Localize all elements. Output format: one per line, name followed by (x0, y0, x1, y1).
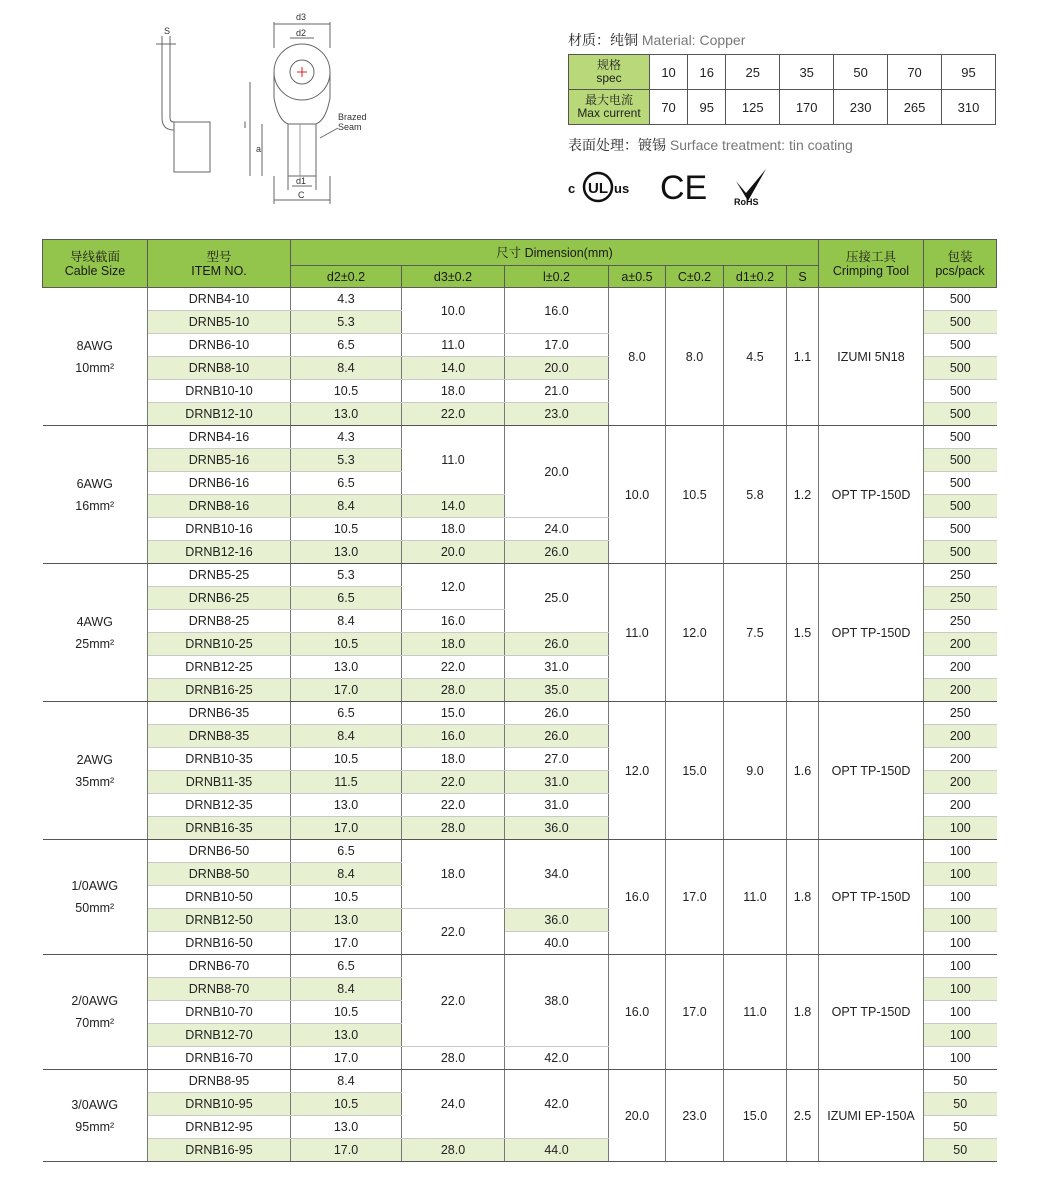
item-no: DRNB16-25 (148, 679, 291, 702)
s-value: 1.2 (787, 426, 819, 564)
item-no: DRNB6-16 (148, 472, 291, 495)
item-no: DRNB16-70 (148, 1047, 291, 1070)
label-seam: Seam (338, 122, 362, 132)
d2-value: 8.4 (291, 978, 402, 1001)
c-value: 15.0 (666, 702, 724, 840)
tool-value: OPT TP-150D (819, 840, 924, 955)
d2-value: 4.3 (291, 288, 402, 311)
d3-value: 12.0 (402, 564, 505, 610)
d2-value: 8.4 (291, 1070, 402, 1093)
item-no: DRNB12-50 (148, 909, 291, 932)
terminal-diagram (150, 8, 410, 208)
d2-value: 13.0 (291, 541, 402, 564)
pack-value: 100 (924, 955, 997, 978)
d2-value: 6.5 (291, 702, 402, 725)
d2-value: 10.5 (291, 748, 402, 771)
pack-value: 50 (924, 1139, 997, 1162)
header-dimension: 尺寸 Dimension(mm) (291, 240, 819, 266)
label-brazed: Brazed (338, 112, 367, 122)
d3-value: 14.0 (402, 495, 505, 518)
spec-value: 10 (650, 55, 688, 90)
item-no: DRNB12-25 (148, 656, 291, 679)
d2-value: 8.4 (291, 357, 402, 380)
item-no: DRNB10-10 (148, 380, 291, 403)
d2-value: 13.0 (291, 403, 402, 426)
treatment-line: 表面处理：镀锡 Surface treatment: tin coating (568, 137, 853, 153)
d3-value: 10.0 (402, 288, 505, 334)
pack-value: 100 (924, 1047, 997, 1070)
d3-value: 14.0 (402, 357, 505, 380)
l-value: 31.0 (505, 771, 609, 794)
item-no: DRNB6-25 (148, 587, 291, 610)
l-value: 27.0 (505, 748, 609, 771)
l-value: 42.0 (505, 1070, 609, 1139)
pack-value: 100 (924, 817, 997, 840)
header-item-no: 型号 ITEM NO. (148, 240, 291, 288)
a-value: 10.0 (609, 426, 666, 564)
pack-value: 200 (924, 725, 997, 748)
tool-value: IZUMI EP-150A (819, 1070, 924, 1162)
pack-value: 500 (924, 403, 997, 426)
l-value: 38.0 (505, 955, 609, 1047)
d2-value: 6.5 (291, 587, 402, 610)
d2-value: 4.3 (291, 426, 402, 449)
cable-awg: 2/0AWG (71, 994, 119, 1008)
item-no: DRNB8-16 (148, 495, 291, 518)
pack-value: 500 (924, 495, 997, 518)
table-row (43, 426, 997, 449)
label-d3: d3 (296, 12, 307, 22)
d2-value: 10.5 (291, 886, 402, 909)
d3-value: 22.0 (402, 955, 505, 1047)
d2-value: 17.0 (291, 932, 402, 955)
pack-value: 100 (924, 863, 997, 886)
l-value: 26.0 (505, 702, 609, 725)
label-s: S (164, 26, 171, 36)
d3-value: 15.0 (402, 702, 505, 725)
item-no: DRNB6-35 (148, 702, 291, 725)
l-value: 20.0 (505, 357, 609, 380)
a-value: 8.0 (609, 288, 666, 426)
item-no: DRNB5-16 (148, 449, 291, 472)
d1-value: 15.0 (724, 1070, 787, 1162)
spec-value: 50 (834, 55, 888, 90)
l-value: 24.0 (505, 518, 609, 541)
cable-mm: 25mm² (75, 636, 115, 651)
l-value: 31.0 (505, 794, 609, 817)
pack-value: 200 (924, 771, 997, 794)
d2-value: 17.0 (291, 1139, 402, 1162)
pack-value: 100 (924, 932, 997, 955)
max-current-value: 95 (688, 90, 726, 125)
s-value: 1.8 (787, 840, 819, 955)
d3-value: 22.0 (402, 771, 505, 794)
d2-value: 8.4 (291, 495, 402, 518)
cable-size (43, 955, 148, 1070)
label-c: C (298, 190, 305, 200)
l-value: 21.0 (505, 380, 609, 403)
l-value: 26.0 (505, 725, 609, 748)
c-value: 8.0 (666, 288, 724, 426)
max-current-value: 265 (888, 90, 942, 125)
cable-mm: 35mm² (75, 774, 115, 789)
d2-value: 13.0 (291, 656, 402, 679)
spec-value: 35 (780, 55, 834, 90)
spec-block (568, 30, 998, 211)
d2-value: 17.0 (291, 679, 402, 702)
d3-value: 28.0 (402, 817, 505, 840)
cable-size (43, 564, 148, 702)
d2-value: 6.5 (291, 955, 402, 978)
item-no: DRNB8-50 (148, 863, 291, 886)
d2-value: 13.0 (291, 909, 402, 932)
d3-value: 18.0 (402, 518, 505, 541)
item-no: DRNB10-35 (148, 748, 291, 771)
pack-value: 200 (924, 748, 997, 771)
pack-value: 500 (924, 357, 997, 380)
item-no: DRNB12-10 (148, 403, 291, 426)
item-no: DRNB16-35 (148, 817, 291, 840)
pack-value: 250 (924, 702, 997, 725)
pack-value: 100 (924, 840, 997, 863)
d1-value: 5.8 (724, 426, 787, 564)
cable-size (43, 840, 148, 955)
svg-text:UL: UL (588, 180, 608, 197)
table-row (43, 1070, 997, 1093)
l-value: 20.0 (505, 426, 609, 518)
spec-value: 70 (888, 55, 942, 90)
item-no: DRNB6-10 (148, 334, 291, 357)
d1-value: 7.5 (724, 564, 787, 702)
cable-mm: 70mm² (75, 1016, 115, 1030)
d2-value: 8.4 (291, 610, 402, 633)
d3-value: 18.0 (402, 840, 505, 909)
d3-value: 20.0 (402, 541, 505, 564)
d2-value: 6.5 (291, 472, 402, 495)
pack-value: 250 (924, 610, 997, 633)
cable-mm: 10mm² (75, 360, 115, 375)
header-crimping-tool: 压接工具 Crimping Tool (819, 240, 924, 288)
item-no: DRNB10-70 (148, 1001, 291, 1024)
label-l: l (244, 120, 246, 130)
pack-value: 500 (924, 449, 997, 472)
d2-value: 11.5 (291, 771, 402, 794)
a-value: 20.0 (609, 1070, 666, 1162)
l-value: 17.0 (505, 334, 609, 357)
d1-value: 11.0 (724, 955, 787, 1070)
pack-value: 500 (924, 311, 997, 334)
max-current-value: 230 (834, 90, 888, 125)
d3-value: 18.0 (402, 380, 505, 403)
d2-value: 10.5 (291, 518, 402, 541)
material-line: 材质：纯铜 Material: Copper (568, 32, 746, 48)
item-no: DRNB12-70 (148, 1024, 291, 1047)
item-no: DRNB16-50 (148, 932, 291, 955)
item-no: DRNB12-35 (148, 794, 291, 817)
d3-value: 28.0 (402, 1139, 505, 1162)
c-value: 10.5 (666, 426, 724, 564)
max-current-value: 125 (726, 90, 780, 125)
terminal-spec-table (42, 239, 997, 1162)
s-value: 2.5 (787, 1070, 819, 1162)
l-value: 26.0 (505, 633, 609, 656)
ul-logo-icon (568, 167, 638, 207)
table-row (43, 702, 997, 725)
max-current-value: 310 (942, 90, 996, 125)
label-d2: d2 (296, 28, 307, 38)
table-row (43, 955, 997, 978)
d3-value: 22.0 (402, 794, 505, 817)
pack-value: 500 (924, 334, 997, 357)
d2-value: 10.5 (291, 1093, 402, 1116)
item-no: DRNB10-50 (148, 886, 291, 909)
cable-mm: 16mm² (75, 498, 115, 513)
spec-value: 16 (688, 55, 726, 90)
cable-awg: 8AWG (76, 338, 113, 353)
tool-value: IZUMI 5N18 (819, 288, 924, 426)
d2-value: 6.5 (291, 334, 402, 357)
d3-value: 22.0 (402, 403, 505, 426)
svg-text:us: us (614, 181, 630, 196)
item-no: DRNB4-16 (148, 426, 291, 449)
l-value: 26.0 (505, 541, 609, 564)
a-value: 11.0 (609, 564, 666, 702)
cable-size (43, 702, 148, 840)
item-no: DRNB6-50 (148, 840, 291, 863)
rohs-check-icon (732, 167, 776, 207)
item-no: DRNB12-95 (148, 1116, 291, 1139)
item-no: DRNB16-95 (148, 1139, 291, 1162)
pack-value: 500 (924, 426, 997, 449)
cable-size (43, 288, 148, 426)
l-value: 34.0 (505, 840, 609, 909)
pack-value: 200 (924, 633, 997, 656)
d3-value: 11.0 (402, 426, 505, 495)
pack-value: 250 (924, 564, 997, 587)
cable-size (43, 1070, 148, 1162)
d2-value: 17.0 (291, 1047, 402, 1070)
item-no: DRNB11-35 (148, 771, 291, 794)
pack-value: 100 (924, 1024, 997, 1047)
item-no: DRNB8-10 (148, 357, 291, 380)
pack-value: 50 (924, 1070, 997, 1093)
svg-text:RoHS: RoHS (734, 197, 759, 207)
pack-value: 200 (924, 656, 997, 679)
item-no: DRNB8-35 (148, 725, 291, 748)
a-value: 16.0 (609, 955, 666, 1070)
d3-value: 28.0 (402, 1047, 505, 1070)
d1-value: 11.0 (724, 840, 787, 955)
d2-value: 10.5 (291, 633, 402, 656)
item-no: DRNB5-10 (148, 311, 291, 334)
d2-value: 5.3 (291, 564, 402, 587)
d2-value: 13.0 (291, 1024, 402, 1047)
l-value: 31.0 (505, 656, 609, 679)
cable-awg: 3/0AWG (71, 1097, 119, 1112)
header-sub-3: a±0.5 (609, 266, 666, 288)
a-value: 12.0 (609, 702, 666, 840)
spec-label: 规格 spec (569, 55, 650, 90)
tool-value: OPT TP-150D (819, 955, 924, 1070)
cable-mm: 95mm² (75, 1119, 115, 1134)
item-no: DRNB10-95 (148, 1093, 291, 1116)
pack-value: 500 (924, 380, 997, 403)
max-current-value: 170 (780, 90, 834, 125)
s-value: 1.8 (787, 955, 819, 1070)
d3-value: 16.0 (402, 725, 505, 748)
l-value: 23.0 (505, 403, 609, 426)
header-cable-size: 导线截面 Cable Size (43, 240, 148, 288)
l-value: 36.0 (505, 817, 609, 840)
l-value: 42.0 (505, 1047, 609, 1070)
item-no: DRNB5-25 (148, 564, 291, 587)
s-value: 1.5 (787, 564, 819, 702)
tool-value: OPT TP-150D (819, 702, 924, 840)
header-sub-4: C±0.2 (666, 266, 724, 288)
d1-value: 9.0 (724, 702, 787, 840)
item-no: DRNB8-70 (148, 978, 291, 1001)
item-no: DRNB6-70 (148, 955, 291, 978)
l-value: 16.0 (505, 288, 609, 334)
pack-value: 500 (924, 518, 997, 541)
pack-value: 50 (924, 1093, 997, 1116)
cable-awg: 2AWG (76, 752, 113, 767)
c-value: 12.0 (666, 564, 724, 702)
d2-value: 6.5 (291, 840, 402, 863)
d3-value: 22.0 (402, 909, 505, 955)
pack-value: 100 (924, 978, 997, 1001)
header-pack: 包装 pcs/pack (924, 240, 997, 288)
d3-value: 18.0 (402, 633, 505, 656)
a-value: 16.0 (609, 840, 666, 955)
d2-value: 5.3 (291, 311, 402, 334)
pack-value: 500 (924, 472, 997, 495)
pack-value: 100 (924, 909, 997, 932)
header-sub-1: d3±0.2 (402, 266, 505, 288)
tool-value: OPT TP-150D (819, 564, 924, 702)
header-sub-5: d1±0.2 (724, 266, 787, 288)
pack-value: 500 (924, 541, 997, 564)
d2-value: 17.0 (291, 817, 402, 840)
d2-value: 8.4 (291, 863, 402, 886)
pack-value: 200 (924, 794, 997, 817)
cable-awg: 4AWG (76, 614, 113, 629)
svg-text:CE: CE (660, 169, 708, 207)
l-value: 35.0 (505, 679, 609, 702)
item-no: DRNB8-25 (148, 610, 291, 633)
item-no: DRNB8-95 (148, 1070, 291, 1093)
d2-value: 10.5 (291, 380, 402, 403)
pack-value: 100 (924, 886, 997, 909)
s-value: 1.1 (787, 288, 819, 426)
d3-value: 11.0 (402, 334, 505, 357)
table-row (43, 288, 997, 311)
cable-mm: 50mm² (75, 901, 115, 915)
d3-value: 24.0 (402, 1070, 505, 1139)
spec-value: 95 (942, 55, 996, 90)
pack-value: 50 (924, 1116, 997, 1139)
s-value: 1.6 (787, 702, 819, 840)
l-value: 40.0 (505, 932, 609, 955)
pack-value: 200 (924, 679, 997, 702)
max-current-label: 最大电流 Max current (569, 90, 650, 125)
d2-value: 13.0 (291, 1116, 402, 1139)
cable-awg: 6AWG (76, 476, 113, 491)
header-sub-6: S (787, 266, 819, 288)
d3-value: 28.0 (402, 679, 505, 702)
certifications (568, 167, 998, 211)
d3-value: 16.0 (402, 610, 505, 633)
header-sub-0: d2±0.2 (291, 266, 402, 288)
pack-value: 100 (924, 1001, 997, 1024)
label-d1: d1 (296, 176, 307, 186)
c-value: 17.0 (666, 955, 724, 1070)
cable-size (43, 426, 148, 564)
max-current-value: 70 (650, 90, 688, 125)
svg-text:c: c (568, 181, 576, 196)
d1-value: 4.5 (724, 288, 787, 426)
l-value: 36.0 (505, 909, 609, 932)
pack-value: 250 (924, 587, 997, 610)
cable-awg: 1/0AWG (71, 879, 119, 893)
item-no: DRNB4-10 (148, 288, 291, 311)
d2-value: 10.5 (291, 1001, 402, 1024)
header-sub-2: l±0.2 (505, 266, 609, 288)
table-row (43, 840, 997, 863)
item-no: DRNB12-16 (148, 541, 291, 564)
c-value: 23.0 (666, 1070, 724, 1162)
item-no: DRNB10-25 (148, 633, 291, 656)
d2-value: 8.4 (291, 725, 402, 748)
c-value: 17.0 (666, 840, 724, 955)
tool-value: OPT TP-150D (819, 426, 924, 564)
d2-value: 13.0 (291, 794, 402, 817)
l-value: 44.0 (505, 1139, 609, 1162)
item-no: DRNB10-16 (148, 518, 291, 541)
spec-current-table (568, 54, 996, 125)
spec-value: 25 (726, 55, 780, 90)
label-a: a (256, 144, 262, 154)
table-row (43, 564, 997, 587)
l-value: 25.0 (505, 564, 609, 633)
d3-value: 18.0 (402, 748, 505, 771)
d2-value: 5.3 (291, 449, 402, 472)
pack-value: 500 (924, 288, 997, 311)
d3-value: 22.0 (402, 656, 505, 679)
ce-mark-icon (660, 167, 710, 207)
